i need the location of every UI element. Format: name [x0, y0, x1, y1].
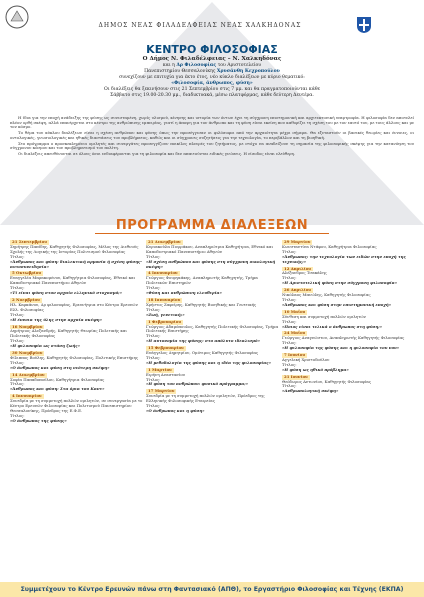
lecture-title-label: Τίτλος: — [10, 381, 25, 387]
lecture-title-label: Τίτλος: — [10, 338, 25, 344]
lecture-date: 21 Δεκεμβρίου — [148, 239, 181, 244]
lecture-date: 30 Νοεμβρίου — [12, 350, 43, 356]
lecture-entry — [10, 298, 144, 323]
lecture-date: 24 Μαΐου — [284, 330, 306, 336]
lecture-date: 18 Ιανουαρίου — [148, 296, 181, 302]
intro-paragraph: Στο πρόγραμμα ο προσκεκλημένοι ομιλητές και συνεργάτες προσεγγίζουν ποικίλες πλευρές του ζητήματος, με στόχο να αναδείξουν τη σημασία της φιλοσοφικής σκέψης για την κατανόηση του σύγχρονου κόσμου και τον προβληματισμό του πολίτη. — [10, 140, 414, 151]
program-title: ΠΡΟΓΡΑΜΜΑ ΔΙΑΛΕΞΕΩΝ — [95, 219, 329, 234]
partner-prefix: και η — [162, 63, 175, 68]
lecture-entry — [146, 389, 280, 414]
program-column-2 — [146, 240, 280, 416]
lecture-title-label: Τίτλος: — [282, 340, 297, 346]
lecture-title: «Άνθρωπος: την τεχνολογία των ειδών στην εποχή της τεχνικής;» — [282, 253, 406, 264]
program-column-1 — [10, 240, 144, 426]
lecture-title: «Ποιος είναι τελικά ο άνθρωπος στη φύση;» — [282, 323, 383, 329]
lecture-speaker: Αλέξανδρος Τσακάλης — [282, 270, 327, 276]
footer-text: Συμμετέχουν το Κέντρο Ερευνών πάνω στη Φαντασιακό (ΑΠΘ), το Εργαστήριο Φιλοσοφίας και Τέχνης (ΕΚΠΑ) — [20, 586, 404, 593]
lecture-speaker: Κωνσταντίνα Ντάφου, Καθηγήτρια Φιλοσοφίας — [282, 243, 377, 249]
lecture-date: 12 Απριλίου — [284, 265, 312, 271]
lecture-date: 2 Νοεμβρίου — [12, 296, 40, 302]
lecture-entry — [282, 375, 416, 395]
lecture-title-label: Τίτλος: — [146, 354, 161, 360]
lecture-title: «Η αυτονομία της φύσης: στο απόλυτο ιδεαλισμό» — [146, 338, 261, 344]
lecture-title: «Η Αριστοτελική φύση στην σύγχρονη φιλοσοφία» — [282, 280, 398, 286]
lecture-title: «Φύση και ανθρώπινη ελευθερία» — [146, 290, 222, 296]
event-title-block — [100, 44, 324, 99]
lecture-entry — [146, 320, 280, 345]
lecture-title-label: Τίτλος: — [10, 285, 25, 291]
lecture-speaker: Γεώργιος Αδαμόπουλος, Καθηγητής Πολιτικής Φιλοσοφίας, Τμήμα Πολιτικής Επιστήμης — [146, 323, 279, 334]
lecture-title-label: Τίτλος: — [146, 285, 161, 291]
lecture-title: «Τί είναι φύση στον αρχαίο ελληνικό στοχασμό;» — [10, 290, 123, 296]
lecture-speaker: Δημήτριος Αλεξανδρής, Καθηγητής Θεωρίας Πολιτικής και Πολιτικής Φιλοσοφίας — [10, 328, 127, 339]
lecture-entry — [146, 240, 280, 269]
lecture-entry — [146, 271, 280, 296]
lecture-title: «Η μεθοδολογία της φύσης και η ιδέα της φιλοσοφίας» — [146, 359, 272, 365]
lecture-speaker: Κυριακούλα Πιερράκου, Αναπληρώτρια Καθηγήτρια, Εθνικό και Καποδιστριακό Πανεπιστήμιο Αθηνών — [146, 243, 273, 254]
lecture-title: «Ο άνθρωπος και φύση στη νεότερη σκέψη» — [10, 364, 110, 370]
lecture-entry — [10, 271, 144, 296]
lecture-date: 16 Νοεμβρίου — [12, 323, 43, 329]
lecture-entry — [10, 351, 144, 371]
lecture-title-label: Τίτλος: — [282, 318, 297, 324]
main-topic: «Φιλοσοφία, άνθρωπος, φύση» — [171, 81, 253, 86]
lecture-entry — [10, 394, 144, 423]
lecture-title: «Η φύση του ανθρώπου: φυσικό πρόγραμμα;» — [146, 381, 249, 387]
lecture-title: «Ο άνθρωπος της φύσης» — [10, 417, 67, 423]
footer-banner — [0, 582, 424, 597]
lecture-entry — [282, 240, 416, 265]
lecture-date: 7 Ιουνίου — [284, 352, 306, 358]
lecture-speaker: Φίλιππος Βούλης, Καθηγητής Φιλοσοφίας, Πολιτικής Επιστήμης — [10, 354, 139, 360]
municipality-name: ΔΗΜΟΣ ΝΕΑΣ ΦΙΛΑΔΕΛΦΕΙΑΣ ΝΕΑΣ ΧΑΛΚΗΔΟΝΑΣ — [98, 22, 302, 29]
lecture-title-label: Τίτλος: — [10, 253, 25, 259]
intro-paragraph: Η ίδια για την εποχή ανάδειξης της φύσης ως συνισταμένη, χωρίς υλισμού, κίνησης και ιστορία των όντων έχει τη σύγχρονη επιστημονική και αρχιτεκτονική υπερτροφία. Η φιλοσοφία δεν αποτελεί πλέον ορθή σκέψη, αλλά επανέρχεται στο κέντρο της ανθρώπινης εμπειρίας, γιατί η άποψη για τον άνθρωπο και τη φύση είναι εκείνη που καθορίζει τη σχέση του με τον εαυτό του, με τους άλλους και με τον κόσμο. — [10, 115, 414, 130]
lecture-entry — [282, 310, 416, 330]
lecture-date: 21 Ιουνίου — [284, 373, 308, 379]
lecture-title-label: Τίτλος: — [10, 359, 25, 365]
intro-paragraph: Το θέμα του κύκλου διαλέξεων είναι η σχέση ανθρώπου και φύσης όπως την προσέγγισαν οι φιλόσοφοι από την αρχαιότητα μέχρι σήμερα. Θα εξεταστούν οι βασικές θεωρίες και έννοιες, οι οντολογικές, γνωσιολογικές και ηθικές διαστάσεις του προβλήματος, καθώς και οι σύγχρονες συζητήσεις για την τεχνολογία, το περιβάλλον και τη βιοηθική. — [10, 130, 414, 140]
lecture-date: 15 Φεβρουαρίου — [148, 345, 184, 351]
lecture-title: «Ο άνθρωπος και η φύση» — [146, 408, 205, 413]
lecture-title-label: Τίτλος: — [282, 361, 297, 367]
lecture-entry — [146, 346, 280, 366]
lecture-date: 4 Ιανουαρίου — [12, 393, 42, 399]
lecture-title: «Ανθρωπολογική σκέψη» — [282, 388, 339, 394]
lecture-date: 5 Οκτωβρίου — [12, 270, 42, 276]
header — [0, 0, 424, 40]
description-line: συνεχίζουν με επιτυχία για έκτο έτος, νέο κύκλο διαλέξεων με κύριο θεματικό: — [119, 75, 305, 80]
partner-suffix: του Αριστοτελείου — [217, 63, 262, 68]
partner-title: Δρ Φιλοσοφίας — [176, 63, 217, 68]
lecture-entry — [282, 331, 416, 351]
municipality-logo — [4, 4, 30, 30]
lecture-date: 1 Φεβρουαρίου — [148, 318, 182, 324]
lecture-title: «Άνθρωπος και φύση στην επιστημονική εποχή» — [282, 301, 392, 307]
lecture-title: «Η φιλοσοφία ως στάση ζωής» — [10, 343, 81, 349]
lecture-date: 1 Μαρτίου — [148, 366, 172, 372]
lecture-entry — [282, 267, 416, 287]
lecture-entry — [10, 325, 144, 350]
lecture-title-label: Τίτλος: — [10, 412, 25, 418]
lecture-date: 17 Μαρτίου — [148, 388, 175, 394]
greek-emblem-icon — [356, 16, 372, 34]
lecture-title-label: Τίτλος: — [146, 376, 161, 382]
lecture-title: «Άνθρωπος και φύση: Στα όρια του Καντ» — [10, 386, 105, 392]
intro-paragraph: Οι διαλέξεις απευθύνονται σε όλους όσοι ενδιαφέρονται για τη φιλοσοφία και δεν απαιτούνται ειδικές γνώσεις. Η είσοδος είναι ελεύθερη. — [18, 150, 296, 156]
lecture-title-label: Τίτλος: — [146, 253, 161, 259]
lecture-speaker: Σημήτρης Παπίδης, Καθηγητής Φιλοσοφίας, Μέλος της Διεθνούς Σχολής της Λογικής της Ιστορίας Πολιτισμού Φιλοσοφίας — [10, 243, 139, 254]
person-name: Χρυσάνθη Κεχροπούλου — [216, 69, 280, 74]
lecture-speaker: Θεόδωρος Αντωνίου, Καθηγητής Φιλοσοφίας — [282, 378, 372, 384]
lecture-entry — [10, 373, 144, 393]
lecture-speaker: Σύνθεση και συμμετοχή πολλών ομιλητών — [282, 313, 366, 319]
lecture-date: 14 Δεκεμβρίου — [12, 371, 45, 377]
lecture-entry — [282, 288, 416, 308]
intro-text — [10, 116, 414, 158]
lecture-title-label: Τίτλος: — [282, 296, 297, 302]
lecture-title-label: Τίτλος: — [146, 306, 161, 312]
lecture-title-label: Τίτλος: — [146, 403, 161, 409]
lecture-entry — [146, 368, 280, 388]
lecture-speaker: Ευαγγελία Μαρακομένου, Καθηγήτρια Φιλοσοφίας, Εθνικό και Καποδιστριακό Πανεπιστήμιο Αθηνών — [10, 275, 136, 286]
lecture-title: «Ζωή, γενετική;» — [146, 311, 185, 317]
lecture-entry — [146, 298, 280, 318]
lecture-title: «Η φιλοσοφία της φύσης και η φιλοσοφία του νου» — [282, 345, 400, 351]
organizer: Ο Δήμος Ν. Φιλαδέλφειας – Ν. Χαλκηδόνας — [142, 56, 282, 62]
university: Πανεπιστημίου Θεσσαλονίκης — [144, 69, 216, 74]
lecture-date: 4 Ιανουαρίου — [148, 270, 178, 276]
lecture-speaker: Συνεδρία με τη συμμετοχή πολλών ομιλητών, Πρόεδρος της Ελληνικής Φιλοσοφικής Εταιρείας — [146, 393, 265, 404]
lecture-title-label: Τίτλος: — [282, 275, 297, 281]
lecture-title-label: Τίτλος: — [10, 311, 25, 317]
lecture-title: «Η σχέση ανθρώπου και φύσης στη σύγχρονη οικολογική σκέψη» — [146, 258, 276, 269]
lecture-speaker: Ευάγγελος Δημητρίου, Ομότιμος Καθηγητής Φιλοσοφίας — [146, 350, 259, 356]
lecture-date: 29 Μαρτίου — [284, 239, 311, 244]
lecture-date: 26 Απριλίου — [284, 287, 312, 293]
lecture-speaker: Ηλ. Καρκάνου, Δρ φιλοσοφίας, Ερευνήτρια στο Κέντρο Ερευνών Ελλ. Φιλοσοφίας — [10, 301, 138, 312]
lecture-title-label: Τίτλος: — [146, 333, 161, 339]
lecture-title: «Άνθρωπος και φύση: διαλεκτική αρμονία ή σχέση φύσης-αυτοσυνειδησία» — [10, 258, 143, 269]
program-column-3 — [282, 240, 416, 396]
lecture-title: «Η έννοια της ύλης στην αρχαία σκέψη» — [10, 316, 103, 322]
lecture-speaker: Νικόλαος Μανώλης, Καθηγητής Φιλοσοφίας — [282, 292, 371, 298]
lecture-entry — [282, 353, 416, 373]
lecture-speaker: Γεώργιος Αναγνώστου, Αναπληρωτής Καθηγητής Φιλοσοφίας — [282, 335, 405, 341]
lecture-speaker: Αγγελική Χριστοδούλου — [282, 356, 330, 362]
lecture-entry — [10, 240, 144, 269]
lecture-date: 10 Μαΐου — [284, 308, 306, 314]
lecture-speaker: Χρήστος Ζαφείρης, Καθηγητής Βιοηθικής και Γενετικής — [146, 301, 257, 307]
lecture-speaker: Ειρήνη Αναστασίου — [146, 371, 186, 377]
lecture-title: «Η φύση ως ηθικό πρόβλημα» — [282, 366, 349, 372]
lecture-speaker: Συνεδρία με τη συμμετοχή πολλών ομιλητών, σε συνεργασία με το Κέντρο Ερευνών Φιλοσοφίας και Πολιτισμού Πανεπιστημίου Θεσσαλονίκης, Πρόεδρος της Ε.Φ.Ε. — [10, 398, 143, 413]
event-title: ΚΕΝΤΡΟ ΦΙΛΟΣΟΦΙΑΣ — [146, 43, 278, 56]
lecture-title-label: Τίτλος: — [282, 248, 297, 254]
schedule-line: Οι διαλέξεις θα ξεκινήσουν στις 21 Σεπτεμβρίου στις 7 μμ. και θα πραγματοποιούνται κάθε Σάββατο στις 19.00-20.30 μμ., διαδικτυακά, μέσω πλατφόρμας, κάθε δεύτερη Δευτέρα. — [104, 87, 320, 98]
lecture-date: 21 Σεπτεμβρίου — [12, 239, 47, 244]
lecture-speaker: Γεώργιος Φουργκάκης, Αναπληρωτής Καθηγητής, Τμήμα Πολιτικών Επιστημών — [146, 275, 258, 286]
lecture-title-label: Τίτλος: — [282, 383, 297, 389]
lecture-speaker: Σοφία Παπαδοπούλου, Καθηγήτρια Φιλοσοφίας — [10, 376, 105, 382]
